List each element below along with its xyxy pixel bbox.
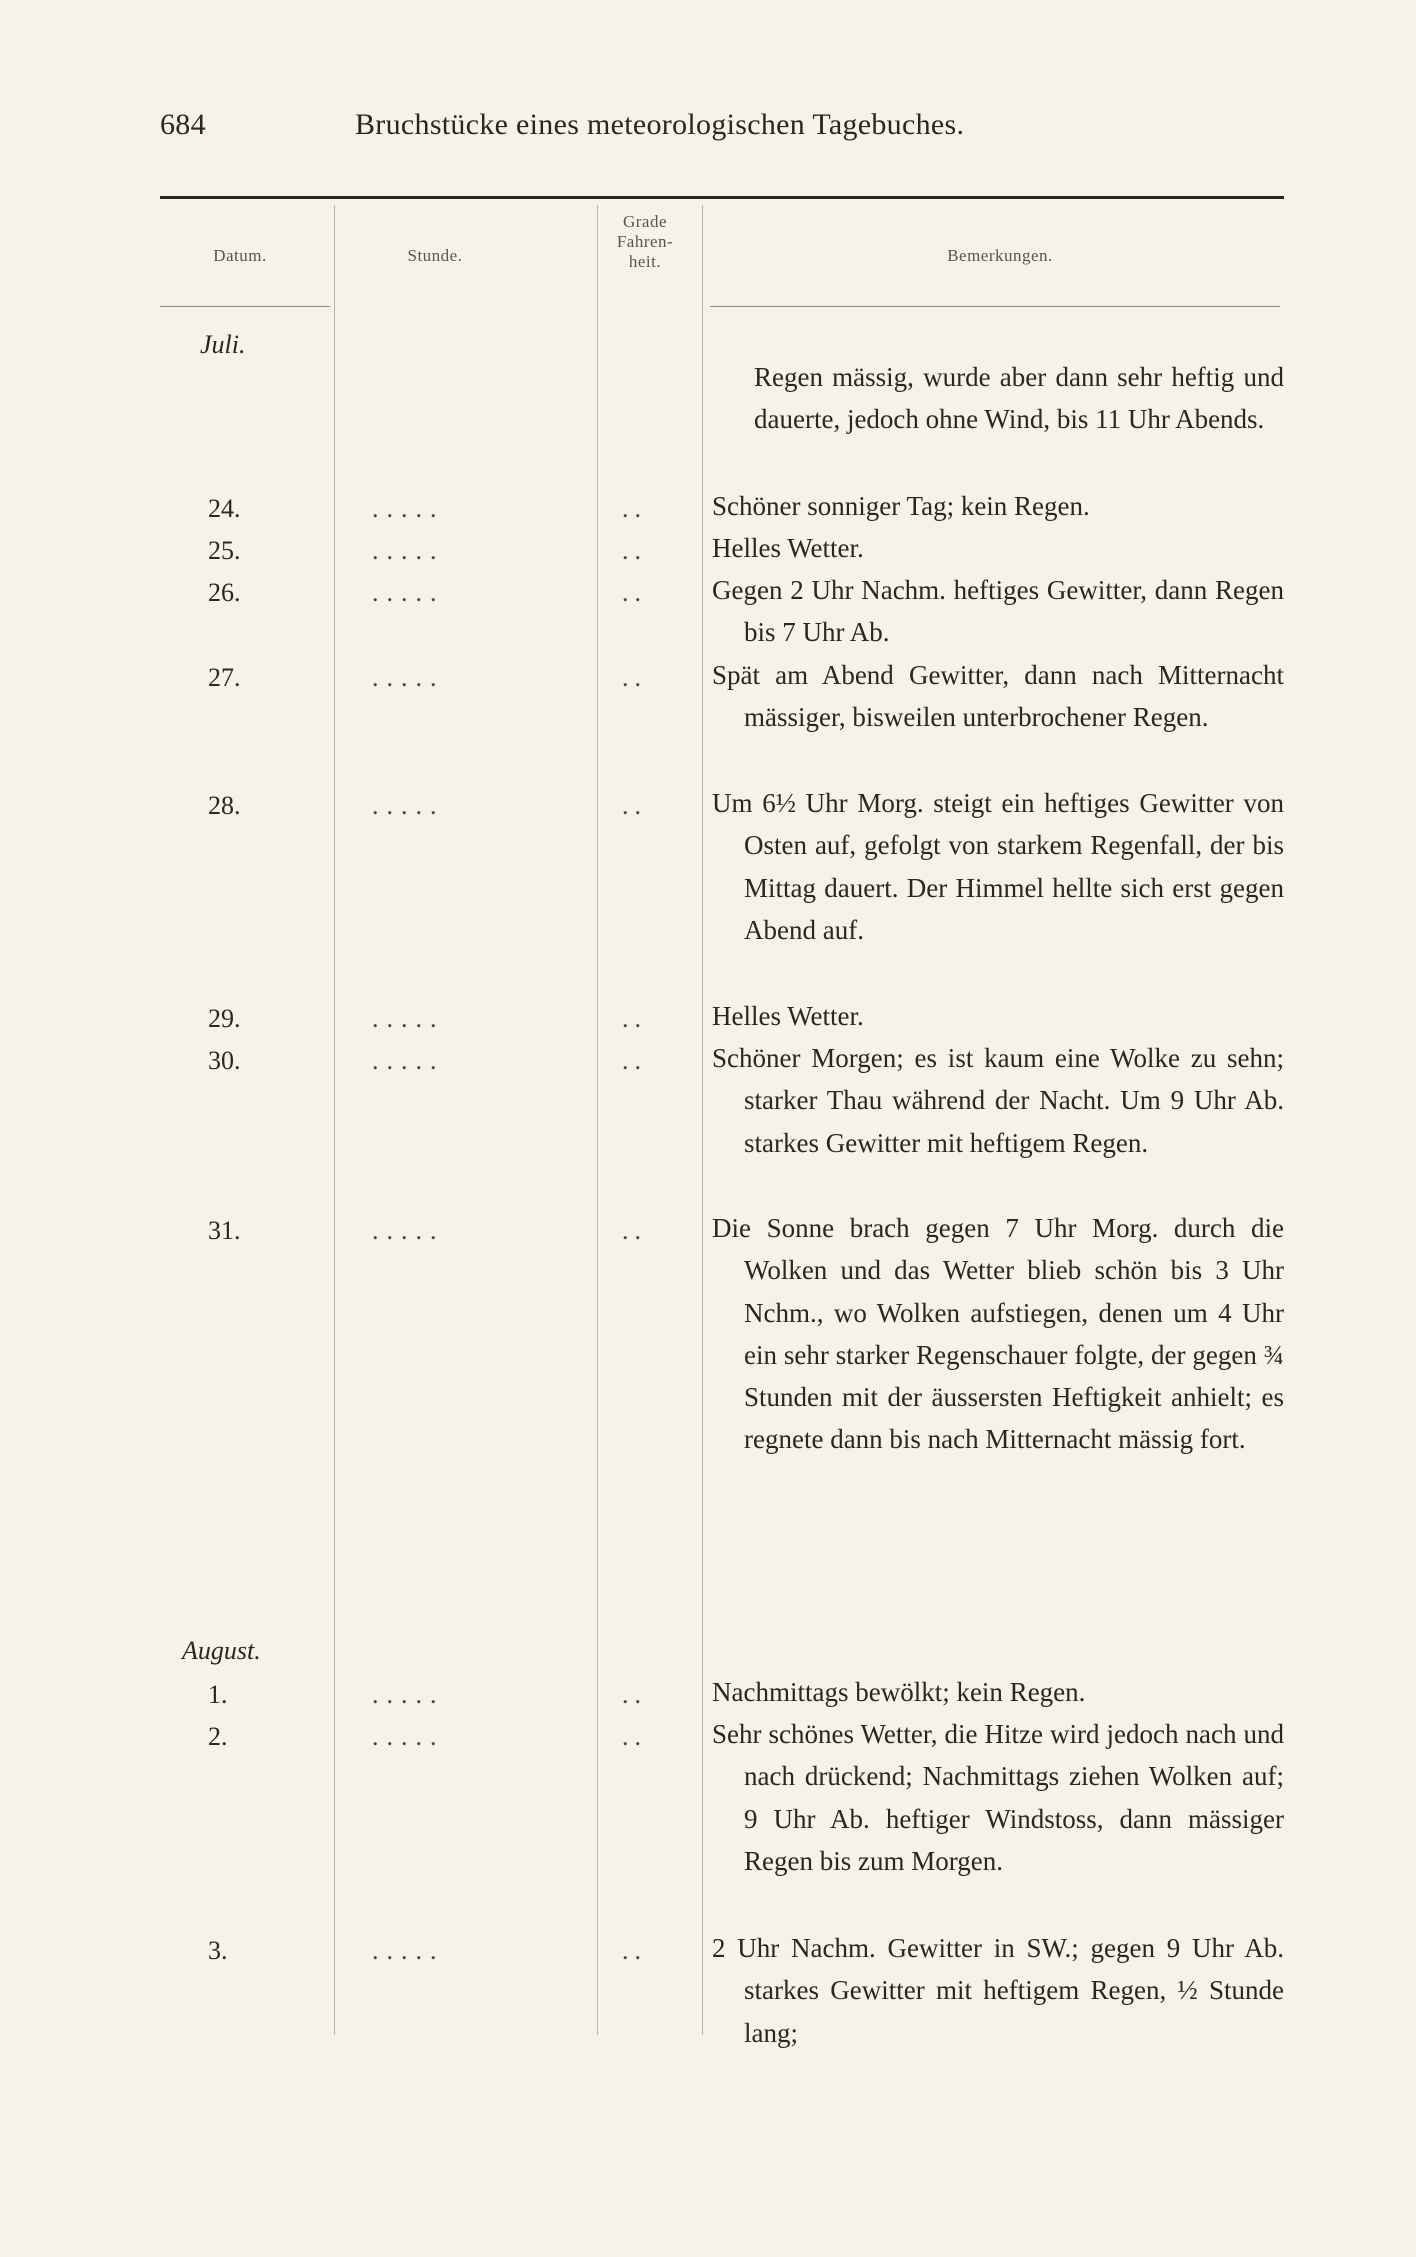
section-august: August. <box>182 1636 261 1665</box>
row-hour: ..... <box>372 1680 445 1709</box>
column-header-degrees-line2: Fahren- <box>616 232 674 251</box>
row-date: 2. <box>208 1722 228 1751</box>
row-remark-26: Gegen 2 Uhr Nachm. heftiges Gewitter, dann Regen bis 7 Uhr Ab. <box>712 575 1284 648</box>
row-hour: ..... <box>372 1722 445 1751</box>
row-date: 3. <box>208 1936 228 1965</box>
row-remark-31: Die Sonne brach gegen 7 Uhr Morg. durch die Wolken und das Wetter blieb schön bis 3 Uhr Nchm., wo Wolken aufstiegen, denen um 4 Uhr ein sehr starker Regenschauer folgte, der gegen ¾ Stunden mit der äussersten Heftigkeit anhielt; es regnete dann bis nach Mitternacht mässig fort. <box>712 1213 1284 1455</box>
row-remark-27: Spät am Abend Gewitter, dann nach Mitternacht mässiger, bisweilen unterbrochener Regen. <box>712 660 1284 733</box>
column-header-remarks: Bemerkungen. <box>947 246 1053 265</box>
row-remark-24: Schöner sonniger Tag; kein Regen. <box>712 491 1090 521</box>
intro-remark: Regen mässig, wurde aber dann sehr heftig und dauerte, jedoch ohne Wind, bis 11 Uhr Abends. <box>754 362 1284 435</box>
row-date: 25. <box>208 536 241 565</box>
row-date: 28. <box>208 791 241 820</box>
row-degrees: .. <box>622 578 647 607</box>
row-remark-25: Helles Wetter. <box>712 533 864 563</box>
row-hour: ..... <box>372 1216 445 1245</box>
row-remark-30: Schöner Morgen; es ist kaum eine Wolke zu sehn; starker Thau während der Nacht. Um 9 Uhr Ab. starkes Gewitter mit heftigem Regen. <box>712 1043 1284 1158</box>
row-hour: ..... <box>372 536 445 565</box>
row-hour: ..... <box>372 791 445 820</box>
row-degrees: .. <box>622 536 647 565</box>
row-hour: ..... <box>372 663 445 692</box>
row-degrees: .. <box>622 791 647 820</box>
section-juli: Juli. <box>200 330 246 359</box>
row-degrees: .. <box>622 1004 647 1033</box>
row-remark-29: Helles Wetter. <box>712 1001 864 1031</box>
row-date: 31. <box>208 1216 241 1245</box>
row-remark-aug-1: Nachmittags bewölkt; kein Regen. <box>712 1677 1086 1707</box>
row-degrees: .. <box>622 1046 647 1075</box>
column-header-hour: Stunde. <box>407 246 463 265</box>
column-header-degrees-line3: heit. <box>628 252 662 271</box>
row-date: 30. <box>208 1046 241 1075</box>
row-date: 27. <box>208 663 241 692</box>
row-degrees: .. <box>622 1216 647 1245</box>
row-degrees: .. <box>622 1722 647 1751</box>
row-degrees: .. <box>622 663 647 692</box>
row-date: 29. <box>208 1004 241 1033</box>
column-header-degrees-line1: Grade <box>622 212 668 231</box>
row-hour: ..... <box>372 1004 445 1033</box>
row-date: 26. <box>208 578 241 607</box>
row-date: 1. <box>208 1680 228 1709</box>
row-hour: ..... <box>372 1936 445 1965</box>
row-hour: ..... <box>372 1046 445 1075</box>
row-hour: ..... <box>372 578 445 607</box>
row-remark-28: Um 6½ Uhr Morg. steigt ein heftiges Gewitter von Osten auf, gefolgt von starkem Regenfall, der bis Mittag dauert. Der Himmel hellte sich erst gegen Abend auf. <box>712 788 1284 945</box>
page-number: 684 <box>160 108 206 141</box>
column-header-date: Datum. <box>213 246 267 265</box>
row-remark-aug-2: Sehr schönes Wetter, die Hitze wird jedoch nach und nach drückend; Nachmittags ziehen Wolken auf; 9 Uhr Ab. heftiger Windstoss, dann mässiger Regen bis zum Morgen. <box>712 1719 1284 1876</box>
running-title: Bruchstücke eines meteorologischen Tagebuches. <box>355 108 965 141</box>
row-remark-aug-3: 2 Uhr Nachm. Gewitter in SW.; gegen 9 Uhr Ab. starkes Gewitter mit heftigem Regen, ½ Stunde lang; <box>712 1933 1284 2048</box>
row-date: 24. <box>208 494 241 523</box>
row-degrees: .. <box>622 1680 647 1709</box>
row-degrees: .. <box>622 494 647 523</box>
row-degrees: .. <box>622 1936 647 1965</box>
row-hour: ..... <box>372 494 445 523</box>
